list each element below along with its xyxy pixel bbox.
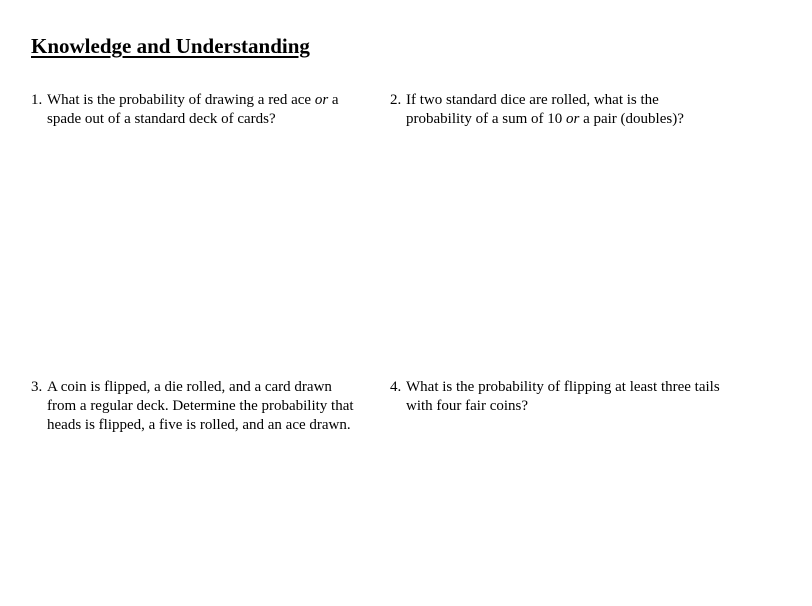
question-4 <box>390 378 760 416</box>
question-line: What is the probability of flipping at least three tails <box>406 379 720 395</box>
question-line: with four fair coins? <box>406 398 529 414</box>
question-line: If two standard dice are rolled, what is the <box>406 92 659 108</box>
question-line: heads is flipped, a five is rolled, and an ace drawn. <box>47 417 351 433</box>
question-line: A coin is flipped, a die rolled, and a card drawn <box>47 379 332 395</box>
question-line: probability of a sum of 10 or a pair (doubles)? <box>406 111 684 127</box>
question-text <box>47 91 376 129</box>
question-number: 1. <box>31 92 43 108</box>
question-line: What is the probability of drawing a red ace or a <box>47 92 339 108</box>
question-text <box>47 378 386 435</box>
question-text <box>406 91 735 129</box>
question-3 <box>31 378 386 435</box>
question-text <box>406 378 760 416</box>
question-2 <box>390 91 735 129</box>
question-number: 3. <box>31 379 43 395</box>
section-heading: Knowledge and Understanding <box>31 34 310 58</box>
question-1 <box>31 91 376 129</box>
question-line: from a regular deck. Determine the probability that <box>47 398 354 414</box>
question-line: spade out of a standard deck of cards? <box>47 111 276 127</box>
question-number: 2. <box>390 92 402 108</box>
question-number: 4. <box>390 379 402 395</box>
